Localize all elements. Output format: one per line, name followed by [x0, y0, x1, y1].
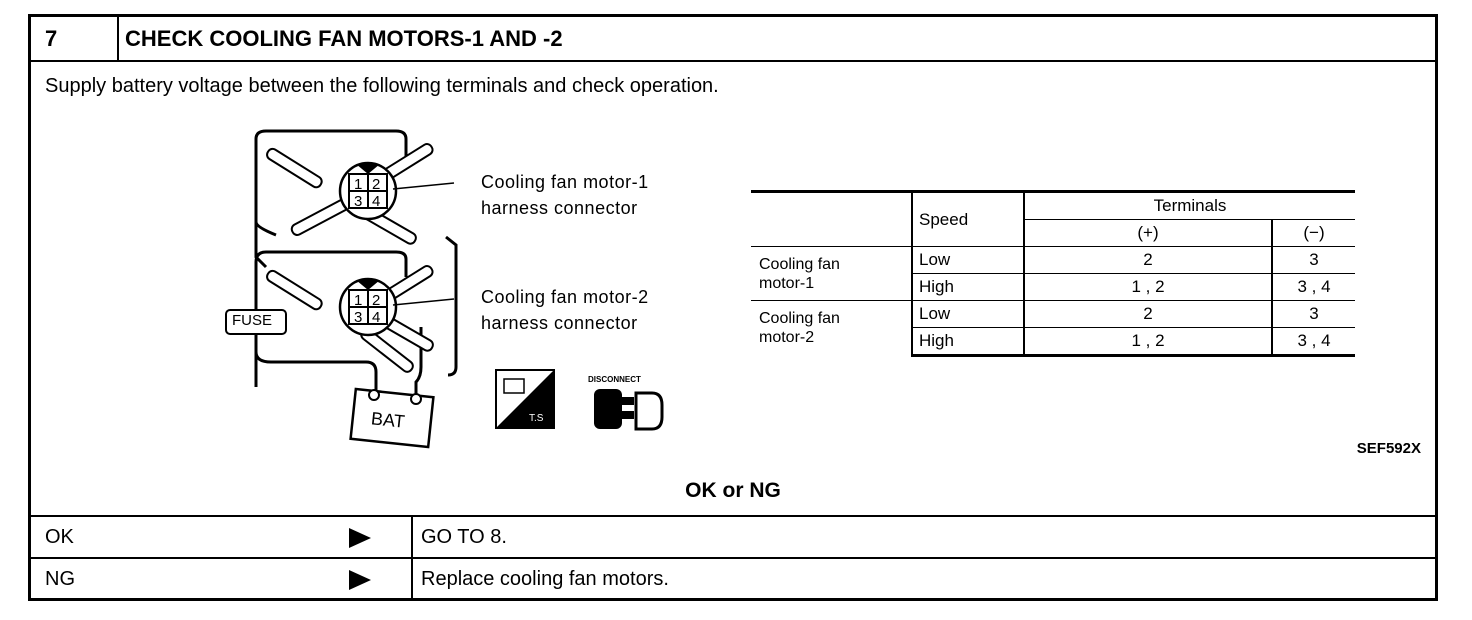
- table-row-speed: High: [912, 328, 1024, 356]
- minus-header: (−): [1272, 220, 1355, 247]
- table-row-speed: Low: [912, 247, 1024, 274]
- svg-text:1: 1: [354, 292, 363, 309]
- table-row-minus: 3: [1272, 247, 1355, 274]
- connector-1-label-line-1: Cooling fan motor-1: [481, 172, 649, 192]
- procedure-box: [28, 14, 1438, 601]
- table-corner: [751, 192, 912, 247]
- figure-id: SEF592X: [1356, 440, 1421, 457]
- motor-1-name-line-1: Cooling fan: [759, 255, 840, 273]
- fuse-label: FUSE: [232, 312, 273, 329]
- ts-icon-label: T.S: [529, 413, 544, 424]
- table-row-speed: Low: [912, 301, 1024, 328]
- result-heading: OK or NG: [685, 479, 781, 502]
- result-action: GO TO 8.: [411, 517, 1435, 557]
- connector-1-label-line-2: harness connector: [481, 198, 638, 218]
- motor-1-name-line-2: motor-1: [759, 274, 815, 292]
- speed-header: Speed: [912, 192, 1024, 247]
- arrow-right-icon: [349, 570, 371, 590]
- connector-2-label-line-1: Cooling fan motor-2: [481, 287, 649, 307]
- result-key: NG: [45, 568, 75, 590]
- battery-label: BAT: [370, 408, 406, 432]
- step-number: 7: [31, 17, 119, 62]
- table-row-plus: 2: [1024, 247, 1272, 274]
- svg-text:2: 2: [372, 292, 381, 309]
- result-key: OK: [45, 526, 74, 548]
- terminals-header: Terminals: [1024, 192, 1355, 220]
- connector-2-label: [481, 284, 649, 336]
- svg-text:3: 3: [354, 309, 363, 326]
- svg-text:4: 4: [372, 193, 381, 210]
- motor-2-name-line-1: Cooling fan: [759, 310, 840, 328]
- instruction-text: Supply battery voltage between the following terminals and check operation.: [45, 75, 719, 97]
- terminals-table: [751, 190, 1355, 357]
- result-row-ng: [31, 557, 1435, 599]
- svg-text:3: 3: [354, 193, 363, 210]
- test-symbol-icon: [496, 370, 554, 428]
- svg-text:1: 1: [354, 176, 363, 193]
- step-title: CHECK COOLING FAN MOTORS-1 AND -2: [119, 17, 1435, 62]
- motor-1-name: [751, 247, 912, 301]
- table-row-plus: 1 , 2: [1024, 274, 1272, 301]
- plus-header: (+): [1024, 220, 1272, 247]
- motor-2-name: [751, 301, 912, 356]
- wiring-diagram: [216, 127, 686, 462]
- result-action: Replace cooling fan motors.: [411, 559, 1435, 599]
- result-row-ok: [31, 515, 1435, 557]
- table-row-plus: 2: [1024, 301, 1272, 328]
- svg-text:4: 4: [372, 309, 381, 326]
- table-row-plus: 1 , 2: [1024, 328, 1272, 356]
- disconnect-icon: [594, 389, 662, 429]
- table-row-minus: 3: [1272, 301, 1355, 328]
- motor-2-name-line-2: motor-2: [759, 329, 815, 347]
- table-row-minus: 3 , 4: [1272, 328, 1355, 356]
- connector-2-label-line-2: harness connector: [481, 313, 638, 333]
- connector-2: [340, 279, 396, 335]
- svg-text:2: 2: [372, 176, 381, 193]
- table-row-speed: High: [912, 274, 1024, 301]
- arrow-right-icon: [349, 528, 371, 548]
- connector-1-label: [481, 169, 649, 221]
- disconnect-label: DISCONNECT: [588, 375, 641, 384]
- table-row-minus: 3 , 4: [1272, 274, 1355, 301]
- connector-1: [340, 163, 396, 219]
